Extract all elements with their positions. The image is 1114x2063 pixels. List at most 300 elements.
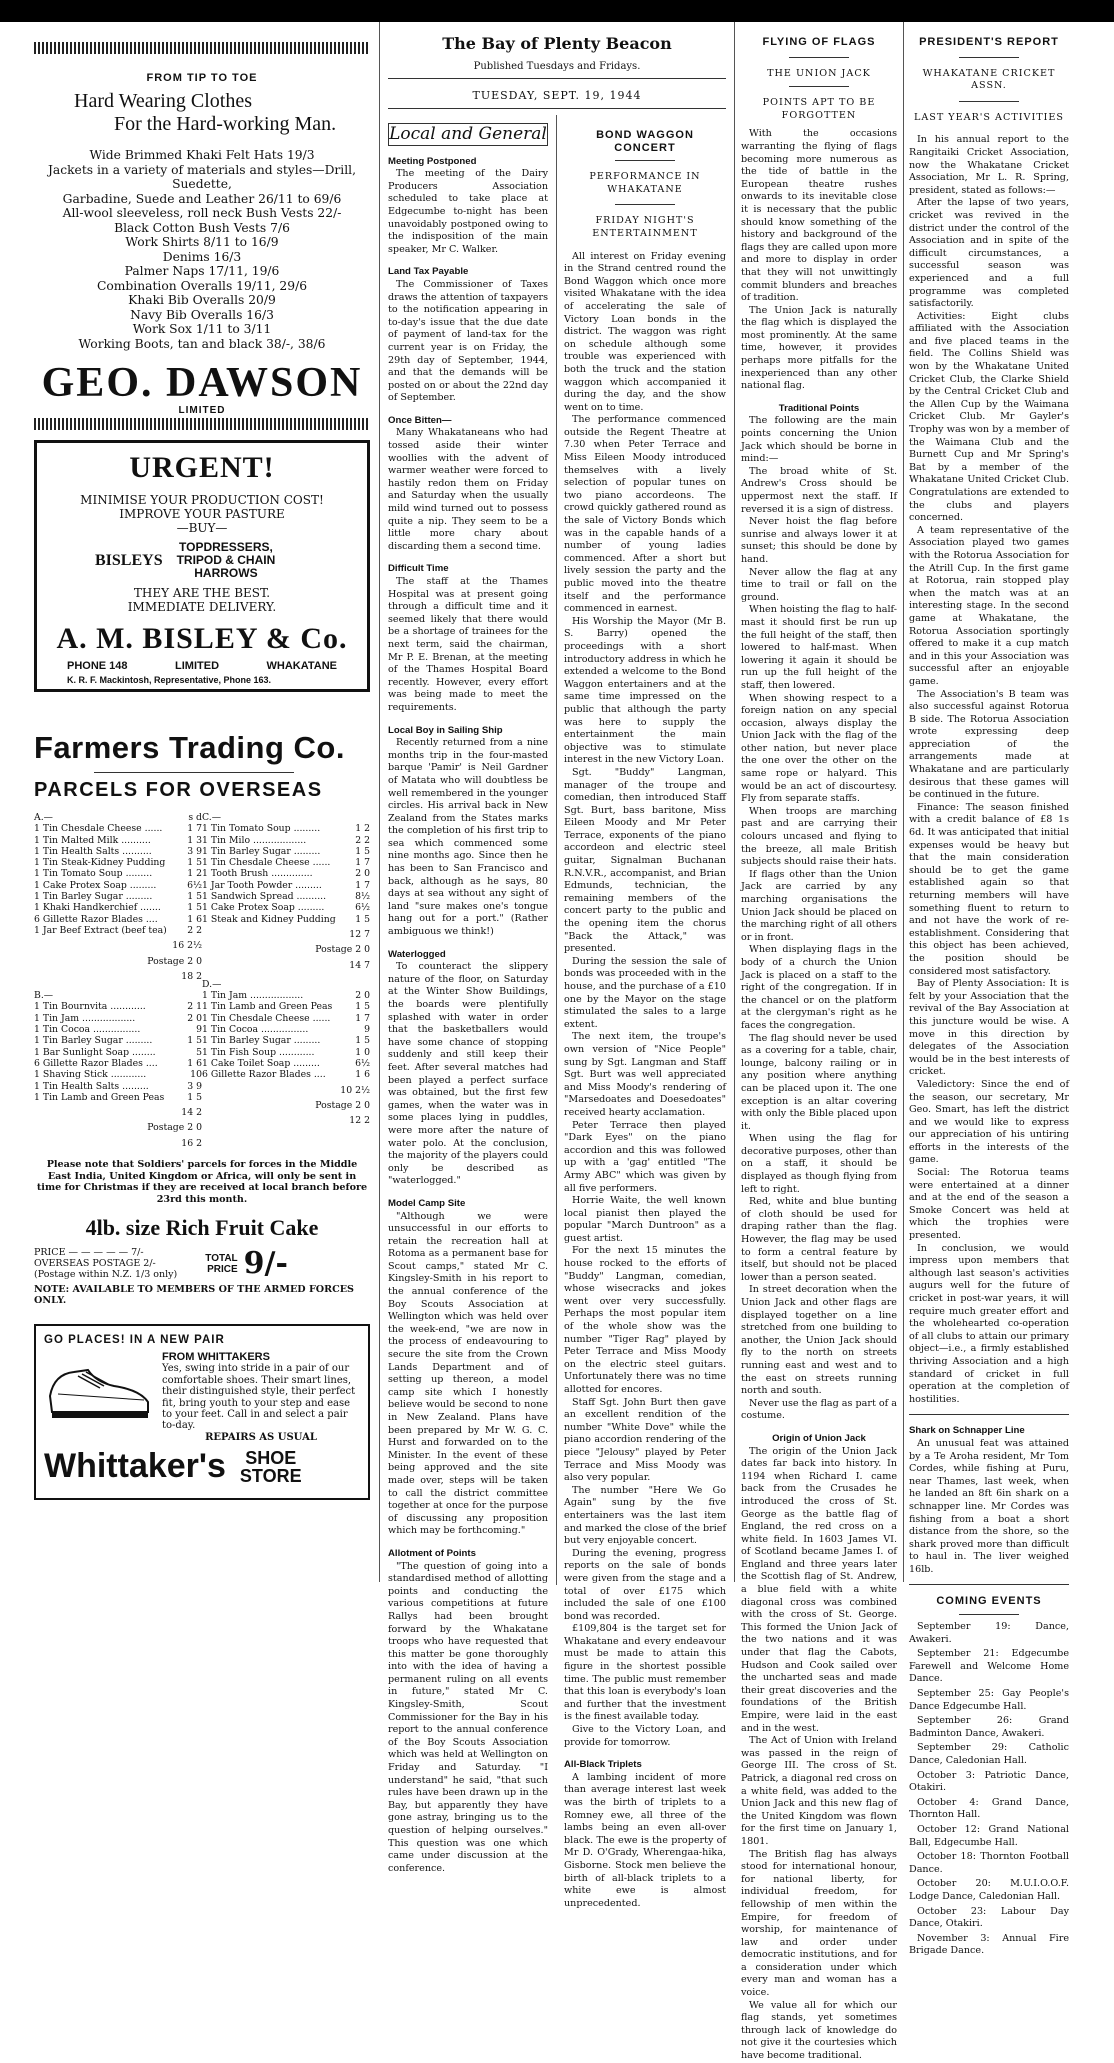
divider <box>909 1414 1069 1415</box>
issue-date: TUESDAY, SEPT. 19, 1944 <box>472 89 642 102</box>
price-word: PRICE <box>207 1263 238 1275</box>
item-price: 1 5 <box>187 902 202 914</box>
dawson-tagline: FROM TIP TO TOE <box>146 72 258 84</box>
parcel-item <box>34 823 202 834</box>
item-name: 1 Tin Barley Sugar ......... <box>202 1035 321 1047</box>
parcel-item <box>34 1069 202 1080</box>
flags-subtitle-2: POINTS APT TO BE FORGOTTEN <box>762 97 876 121</box>
fruit-cake-advert <box>34 1215 370 1306</box>
price-line: All-wool sleeveless, roll neck Bush Vests 22/- <box>62 206 342 220</box>
top-black-bar <box>0 0 1114 22</box>
bond-paragraph: Give to the Victory Loan, and provide for tomorrow. <box>564 1724 726 1748</box>
store-word: STORE <box>239 1465 302 1486</box>
flags-rule-paragraph: When using the flag for decorative purposes, other than on a staff, it should be displayed as though flying from left to right. <box>741 1133 897 1195</box>
flags-intro <box>741 128 897 392</box>
bond-paragraph: The performance commenced outside the Regent Theatre at 7.30 when Peter Terrace and Miss Eileen Moody introduced themselves with a lively selection of popular tunes on two piano accordeons. The crowd quickly gathered round as the sale of Victory Bonds which was in the capable hands of a number of young ladies commenced. After a short but lively session the party and the public moved into the theatre itself and the performance commenced in earnest. <box>564 414 726 615</box>
parcel-item <box>34 1035 202 1046</box>
whittaker-footer <box>44 1447 360 1486</box>
divider <box>615 204 675 205</box>
report-paragraph: Bay of Plenty Association: It is felt by your Association that the revival of the Bay Association at this juncture would be wise. A move in this direction by delegates of the Association would be in the best interests of cricket. <box>909 978 1069 1078</box>
parcel-item <box>202 868 370 879</box>
price-line: Wide Brimmed Khaki Felt Hats 19/3 <box>89 148 315 162</box>
item-name: 1 Tin Fish Soup ............ <box>202 1046 315 1058</box>
whittaker-body <box>44 1352 360 1443</box>
report-paragraph: Activities: Eight clubs affiliated with the Association and five placed teams in the field. The Collins Shield was won by the Whakatane United Cricket Club, the Clarke Shield by the Central Cricket Club and the Allen Cup by the Waimana Cricket Club. Mr Gayler's Trophy was won by a member of the Waimana Club and the Burnett Cup and Mr Spring's Bat by a member of the Whakatane United Cricket Club. Congratulations are extended to the clubs and players concerned. <box>909 310 1069 524</box>
dawson-headline-2: For the Hard-working Man. <box>114 113 337 135</box>
parcel-item <box>202 990 370 1001</box>
item-price: 2 0 <box>355 868 370 880</box>
parcel-item <box>34 880 202 891</box>
article-heading: Land Tax Payable <box>388 266 469 278</box>
item-price: 10 <box>190 1069 202 1081</box>
report-body <box>909 134 1069 1406</box>
product-line: TRIPOD & CHAIN <box>176 553 276 567</box>
parcel-b-label: B.— <box>34 990 54 1002</box>
origin-paragraph: The origin of the Union Jack dates far back into history. In 1194 when Richard I. came back from the Crusades he introduced the cross of St. George as the battle flag of England, the red cross on a white field. In 1603 James VI. of Scotland became James I. of England and three years later the Scottish flag of St. Andrew, a blue field with a white diagonal cross was combined with the cross of St. George. This formed the Union Jack of the two nations and it was under that flag the Cabots, Hudson and Cook sailed over the uncharted seas and made their great discoveries and the foundations of the British Empire, were laid in the east and in the west. <box>741 1445 897 1734</box>
parcel-a-label: A.— <box>34 812 53 823</box>
item-price: 1 5 <box>187 1035 202 1047</box>
parcel-item <box>34 1081 202 1092</box>
item-name: 1 Tooth Brush .............. <box>202 868 313 880</box>
origin-heading: Origin of Union Jack <box>772 1432 866 1444</box>
item-name: 1 Khaki Handkerchief ....... <box>34 902 161 914</box>
parcel-item <box>34 1001 202 1012</box>
item-name: 1 Bar Sunlight Soap ........ <box>34 1046 156 1058</box>
item-price: 1 6 <box>355 1069 370 1081</box>
cake-price-lines <box>34 1247 177 1280</box>
item-price: 1 7 <box>187 823 202 835</box>
bond-waggon-column <box>564 115 726 1910</box>
item-price: 1 3 <box>187 834 202 846</box>
bisley-title: URGENT! <box>129 451 275 484</box>
parcel-item <box>202 902 370 913</box>
parcel-d-items <box>202 990 370 1080</box>
bisley-town: WHAKATANE <box>266 660 337 672</box>
event-item: October 12: Grand National Ball, Edgecumbe Hall. <box>909 1823 1069 1848</box>
product-line: TOPDRESSERS, <box>179 540 273 554</box>
bond-paragraph: Peter Terrace then played "Dark Eyes" on the piano accordion and this was followed up with a 'gag' entitled "The Army ABC" which was given by all five performers. <box>564 1119 726 1194</box>
newspaper-title: The Bay of Plenty Beacon <box>442 34 672 53</box>
farmers-subtitle: PARCELS FOR OVERSEAS <box>34 779 323 801</box>
dawson-price-list <box>34 148 370 351</box>
parcel-item <box>34 1058 202 1069</box>
parcel-item <box>34 902 202 913</box>
parcel-item <box>202 1058 370 1069</box>
article-paragraph: Recently returned from a nine months trip in the four-masted barque 'Pamir' is Neil Gardner of Matata who will doubtless be well remembered in the younger circles. His arrival back in New Zealand from the States marks the completion of his first trip to sea which commenced some nine months ago. Since then he has been to San Francisco and back, although as he says, 80 days at sea without any sight of land "sure makes one's tongue hang out for a port." (Rather ambiguous we think!) <box>388 737 548 938</box>
coming-events-list <box>909 1621 1069 1958</box>
event-item: October 23: Labour Day Dance, Otakiri. <box>909 1905 1069 1930</box>
parcel-item <box>202 914 370 925</box>
item-price: 2 0 <box>187 1012 202 1024</box>
event-item: October 18: Thornton Football Dance. <box>909 1851 1069 1875</box>
parcel-item <box>202 1035 370 1046</box>
news-section <box>388 26 726 1909</box>
item-price: 1 5 <box>355 1035 370 1047</box>
item-name: 1 Jar Beef Extract (beef tea) <box>34 924 167 936</box>
item-name: 1 Tin Bournvita ............ <box>34 1001 146 1013</box>
cake-total-label <box>205 1253 237 1275</box>
bond-paragraph: All interest on Friday evening in the Strand centred round the Bond Waggon which once more visited Whakatane with the idea of accelerating the sale of Victory Loan bonds in the district. The waggon was right on schedule although some trouble was experienced with both the truck and the station waggon which accompanied it during the day, and the show went on to time. <box>564 250 726 413</box>
whittaker-name: Whittaker's <box>44 1447 226 1486</box>
origin-of-union-jack <box>741 1446 897 2063</box>
item-name: 1 Tin Steak-Kidney Pudding <box>34 857 166 869</box>
bisley-line1: MINIMISE YOUR PRODUCTION COST! <box>80 493 324 507</box>
divider <box>789 86 849 87</box>
report-paragraph: A team representative of the Association played two games with the Rotorua Association for the Atrill Cup. In the first game at Rotorua, rain stopped play when the match was at an interesting stage. In the second game at Whakatane, the Rotorua Association sportingly offered to make it a cup match and in this your Association was successful after an enjoyable game. <box>909 524 1069 687</box>
flags-subtitle: THE UNION JACK <box>767 67 871 79</box>
item-price: 1 0 <box>355 1046 370 1058</box>
item-name: 1 Tin Malted Milk .......... <box>34 834 151 846</box>
item-price: 1 6 <box>187 1057 202 1069</box>
item-name: 1 Jar Tooth Powder ......... <box>202 879 322 891</box>
item-name: 1 Tin Chesdale Cheese ...... <box>34 823 163 835</box>
item-price: 1 2 <box>187 868 202 880</box>
bisley-limited: LIMITED <box>175 660 220 672</box>
bond-paragraph: During the session the sale of bonds was proceeded with in the house, and the purchase of a £10 one by the Mayor on the stage stimulated the sales to a large extent. <box>564 955 726 1030</box>
decorative-border <box>34 418 370 430</box>
price-line: Working Boots, tan and black 38/-, 38/6 <box>78 336 326 351</box>
whittaker-text-block <box>162 1352 360 1443</box>
origin-paragraph: We value all for which our flag stands, yet sometimes through lack of knowledge do not give it the courtesies which have become traditional. <box>741 1999 897 2062</box>
flags-paragraph: With the occasions warranting the flying of flags becoming more numerous as the tide of battle in the European theatre rushes onwards to its inevitable close it is necessary that the public should know something of the history and background of the flags they are called upon more and more to display in order that they will not unwittingly commit blunders and breaches of tradition. <box>741 128 897 304</box>
item-price: 1 7 <box>355 1012 370 1024</box>
report-paragraph: After the lapse of two years, cricket was revived in the district under the control of the Association and in spite of the difficult circumstances, a successful season was experienced and a full programme was completed satisfactorily. <box>909 197 1069 310</box>
item-name: 1 Sandwich Spread .......... <box>202 891 327 903</box>
item-price: 1 5 <box>355 1001 370 1013</box>
column-rule <box>903 22 904 1582</box>
dawson-limited: LIMITED <box>178 405 226 416</box>
item-name: 1 Tin Chesdale Cheese ...... <box>202 857 331 869</box>
flags-paragraph: The Union Jack is naturally the flag which is displayed the most prominently. At the same time, however, it provides perhaps more pitfalls for the inexperienced than any other national flag. <box>741 304 897 392</box>
flags-rule-paragraph: When troops are marching past and are carrying their colours uncased and flying to the breeze, all male British subjects should raise their hats. <box>741 805 897 868</box>
item-name: 1 Tin Cocoa ................ <box>202 1024 309 1036</box>
parcel-item <box>202 835 370 846</box>
divider <box>388 78 726 79</box>
article-heading: Difficult Time <box>388 563 449 575</box>
flags-rule-paragraph: Never use the flag as part of a costume. <box>741 1397 897 1422</box>
article-heading: Waterlogged <box>388 948 446 960</box>
flags-rule-paragraph: The flag should never be used as a covering for a table, chair, lounge, balcony railing or in any position where anything can be placed upon it. The one exception is an altar covering with only the Bible placed upon it. <box>741 1032 897 1132</box>
parcel-item <box>202 1013 370 1024</box>
origin-paragraph: The Act of Union with Ireland was passed in the reign of George III. The cross of St. Patrick, a diagonal red cross on a white field, was added to the Union Jack and this new flag of the United Kingdom was flown for the first time on January 1, 1801. <box>741 1735 897 1847</box>
parcel-item <box>202 857 370 868</box>
cake-price-block <box>34 1247 370 1280</box>
parcel-d-postage: Postage 2 0 <box>315 1099 370 1111</box>
cake-total: 9/- <box>243 1246 288 1282</box>
column-rule <box>556 115 557 1585</box>
bond-paragraph: Staff Sgt. John Burt then gave an excellent rendition of the number "White Dove" while the piano accordion rendering of the piece "Jelousy" played by Peter Terrace and Miss Moody was also very popular. <box>564 1396 726 1484</box>
bisley-advert <box>34 440 370 692</box>
product-line: HARROWS <box>194 566 258 580</box>
flags-rule-paragraph: In street decoration when the Union Jack and other flags are displayed together on a line stretched from one building to another, the Union Jack should fly to the north on streets running east and west and to the east on streets running north and south. <box>741 1284 897 1397</box>
item-name: 1 Tin Lamb and Green Peas <box>202 1001 333 1013</box>
report-paragraph: Social: The Rotorua teams were entertained at a dinner and at the end of the season a Smoke Concert was held at which the trophies were presented. <box>909 1167 1069 1242</box>
item-name: 1 Steak and Kidney Pudding <box>202 913 336 925</box>
article-paragraph: The Commissioner of Taxes draws the attention of taxpayers to the notification appearing in to-day's issue that the due date of payment of land-tax for the current year is on Friday, the 29th day of September, 1944, and that the demands will be posted on or about the 22nd day of September. <box>388 278 548 404</box>
article-paragraph: To counteract the slippery nature of the floor, on Saturday at the Winter Show Buildings, the boards were plentifully splashed with water in order that the basketballers would have some chance of stopping suddenly and still keep their feet. After several matches had been played a perfect surface was obtained, but the first few games, when the water was in some places lying in puddles, were more after the nature of water polo. At the conclusion, the majority of the players could only be described as "waterlogged." <box>388 961 548 1187</box>
item-name: 1 Tin Chesdale Cheese ...... <box>202 1012 331 1024</box>
event-item: September 25: Gay People's Dance Edgecumbe Hall. <box>909 1688 1069 1712</box>
bisley-products <box>177 541 276 580</box>
parcel-item <box>34 891 202 902</box>
parcel-lists <box>34 812 370 1149</box>
article-paragraph: Many Whakataneans who had tossed aside their winter woollies with the advent of warmer weather were forced to hastily redon them on Friday and Saturday when the usually mild wind turned out to possess quite a nip. They seem to be a little more chary about discarding them a second time. <box>388 427 548 552</box>
divider <box>959 1614 1019 1615</box>
dawson-advert <box>34 42 370 430</box>
article-paragraph: "Although we were unsuccessful in our efforts to retain the recreation hall at Rotoma as a permanent base for Scout camps," stated Mr C. Kingsley-Smith in his report to the annual conference of the Boy Scouts Association at Wellington which was held over the week-end, "we are now in the process of endeavouring to secure the site from the Crown Lands Department and of setting up thereon, a model camp site which I honestly believe would be second to none in New Zealand. Plans have been prepared by Mr W. G. C. Hurst and forwarded on to the Minister. In the event of these being approved and the site made over, steps will be taken to call the district committee together at once for the purpose of discussing any proposition which may be forthcoming." <box>388 1210 548 1537</box>
traditional-points-heading: Traditional Points <box>778 402 860 414</box>
item-name: 1 Tin Tomato Soup ......... <box>34 868 153 880</box>
cake-note: NOTE: AVAILABLE TO MEMBERS OF THE ARMED FORCES ONLY. <box>34 1284 354 1307</box>
parcel-item <box>202 846 370 857</box>
bisley-buy: —BUY— <box>176 521 228 535</box>
flags-rule-paragraph: When hoisting the flag to half-mast it should first be run up the full height of the staff, then lowered to half-mast. When lowering it again it should be run up the full height of the staff, then lowered. <box>741 604 897 691</box>
parcel-item <box>202 1047 370 1058</box>
parcel-item <box>34 857 202 868</box>
item-price: 9 <box>364 1024 370 1036</box>
total-word: TOTAL <box>205 1252 238 1264</box>
item-name: 6 Gillette Razor Blades .... <box>34 1057 158 1069</box>
item-name: 1 Tin Lamb and Green Peas <box>34 1091 165 1103</box>
report-subtitle-2: LAST YEAR'S ACTIVITIES <box>913 111 1064 123</box>
item-price: 1 2 <box>355 823 370 835</box>
item-price: 2 2 <box>355 834 370 846</box>
event-item: September 21: Edgecumbe Farewell and Welcome Home Dance. <box>909 1648 1069 1685</box>
item-name: 1 Cake Toilet Soap ......... <box>202 1057 320 1069</box>
dawson-brand: GEO. DAWSON <box>41 360 363 406</box>
price-line: Work Shirts 8/11 to 16/9 <box>125 235 279 249</box>
article-paragraph: "The question of going into a standardised method of allotting points and conducting the various competitions at future Rallys had been brought forward by the Whakatane troops who have requested that this matter be gone thoroughly into with the idea of having a permanent ruling on all events in future," stated Mr C. Kingsley-Smith, Scout Commissioner for the Bay in his report to the annual conference of the Boy Scouts Association which was held at Wellington on Friday and Saturday. "I understand" he said, "that such rules have been drawn up in the Bay, but apparently they have gone astray, bringing us to the question of helping ourselves." This question was one which came under discussion at the conference. <box>388 1560 548 1874</box>
parcel-item <box>202 1069 370 1080</box>
item-name: 1 Tin Barley Sugar ......... <box>202 845 321 857</box>
parcel-c-subtotal: 12 7 <box>349 928 370 940</box>
parcel-c-total: 14 7 <box>349 959 370 971</box>
item-price: 6½ <box>355 1057 370 1069</box>
flags-rule-paragraph: Never allow the flag at any time to trail or fall on the ground. <box>741 566 897 603</box>
price-line: Navy Bib Overalls 16/3 <box>130 307 274 322</box>
divider <box>388 108 726 109</box>
article-heading: Allotment of Points <box>388 1547 476 1559</box>
item-price: 3 9 <box>187 845 202 857</box>
item-price: 1 7 <box>355 857 370 869</box>
farmers-title: Farmers Trading Co. <box>34 730 345 765</box>
item-name: 1 Tin Tomato Soup ......... <box>202 823 321 835</box>
parcel-item <box>34 914 202 925</box>
event-item: October 3: Patriotic Dance, Otakiri. <box>909 1769 1069 1794</box>
flags-rule-paragraph: Never hoist the flag before sunrise and always lower it at sunset; this should be done by hand. <box>741 516 897 565</box>
event-item: October 4: Grand Dance, Thornton Hall. <box>909 1796 1069 1821</box>
cake-within: (Postage within N.Z. 1/3 only) <box>34 1269 178 1281</box>
event-item: October 20: M.U.I.O.O.F. Lodge Dance, Caledonian Hall. <box>909 1878 1069 1902</box>
parcel-a-subtotal: 16 2½ <box>172 940 202 952</box>
bond-paragraph: The next item, the troupe's own version of "Nice People" sung by Sgt. Langman and Staff Sgt. Burt was well appreciated and Miss Moody's rendering of "Marsedoates and Doesedoates" received hearty acclamation. <box>564 1031 726 1118</box>
item-name: 6 Gillette Razor Blades .... <box>34 913 158 925</box>
news-columns <box>388 115 726 1910</box>
parcel-item <box>202 891 370 902</box>
parcel-a-total: 18 2 <box>181 970 202 982</box>
currency-header: s d <box>188 812 202 823</box>
farmers-notice: Please note that Soldiers' parcels for forces in the Middle East India, United Kingdom or Africa, will only be sent in time for Christmas if they are received at local branch before 23rd this month. <box>36 1159 368 1205</box>
bond-paragraph: £109,804 is the target set for Whakatane and every endeavour must be made to attain this figure in the shortest possible time. The public must remember that this loan is everybody's loan and further that the investment is the finest available today. <box>564 1623 726 1723</box>
bond-paragraph: The number "Here We Go Again" sung by the five entertainers was the last item and marked the close of the brief but very enjoyable concert. <box>564 1484 726 1547</box>
flags-title: FLYING OF FLAGS <box>762 36 876 48</box>
advertising-column <box>34 40 370 1580</box>
item-price: 5 <box>196 1046 202 1058</box>
parcel-item <box>202 1001 370 1012</box>
parcel-b-total: 16 2 <box>181 1137 202 1149</box>
article-paragraph: The staff at the Thames Hospital was at present going through a difficult time and it seemed likely that there would be a shortage of trainees for the next term, said the chairman, Mr P. E. Brenan, at the meeting of the Thames Hospital Board recently. However, every effort was being made to meet the requirements. <box>388 576 548 713</box>
parcel-c-postage: Postage 2 0 <box>315 944 370 956</box>
local-and-general-column <box>388 115 548 1910</box>
article-heading: Model Camp Site <box>388 1197 466 1209</box>
parcel-column-right <box>202 812 370 1149</box>
parcel-item <box>34 1092 202 1103</box>
price-line: Garbadine, Suede and Leather 26/11 to 69/6 <box>62 191 342 206</box>
shark-paragraph: An unusual feat was attained by a Te Aroha resident, Mr Tom Cordes, while fishing at Puru, near Thames, last week, when he landed an 8ft 6in shark on a schnapper line. Mr Cordes was fishing from a boat a short distance from the shore, so the shark proved more than difficult to haul in. The liver weighed 16lb. <box>909 1437 1069 1575</box>
flags-rule-paragraph: The broad white of St. Andrew's Cross should be uppermost next the staff. If reversed it is a sign of distress. <box>741 465 897 515</box>
shoe-word: SHOE <box>245 1447 297 1468</box>
item-price: 9 <box>196 1024 202 1036</box>
section-title: Local and General <box>389 124 547 144</box>
report-subtitle: WHAKATANE CRICKET ASSN. <box>922 67 1056 92</box>
parcel-b-items <box>34 1001 202 1103</box>
item-name: 1 Cake Protex Soap ......... <box>34 879 157 891</box>
item-price: 1 5 <box>187 857 202 869</box>
cake-price: PRICE — — — — — 7/- <box>34 1247 144 1259</box>
item-price: 1 5 <box>355 845 370 857</box>
parcel-item <box>34 1013 202 1024</box>
item-name: 1 Shaving Stick ............ <box>34 1069 147 1081</box>
shoe-icon <box>44 1352 154 1430</box>
item-price: 6½ <box>355 902 370 914</box>
item-price: 2 0 <box>355 990 370 1002</box>
item-price: 8½ <box>355 891 370 903</box>
shark-heading: Shark on Schnapper Line <box>909 1425 1025 1437</box>
parcel-d-total: 12 2 <box>349 1115 370 1127</box>
parcel-c-label: C.— <box>202 812 222 823</box>
parcel-item <box>34 925 202 936</box>
item-name: 1 Tin Milo .................. <box>202 834 307 846</box>
cake-postage: OVERSEAS POSTAGE 2/- <box>34 1258 156 1270</box>
parcel-item <box>202 880 370 891</box>
flags-rule-paragraph: If flags other than the Union Jack are carried by any marching organisations the Union Jack should be placed on the marching right of all others or in front. <box>741 868 897 943</box>
event-item: November 3: Annual Fire Brigade Dance. <box>909 1932 1069 1957</box>
bond-paragraph: During the evening, progress reports on the sale of bonds were given from the stage and a total of over £175 which included the sale of one £100 bond was recorded. <box>564 1547 726 1622</box>
whittaker-shoe-store <box>240 1449 302 1485</box>
flags-column <box>741 26 897 2062</box>
bisley-contact <box>45 660 359 672</box>
bond-paragraph: Sgt. "Buddy" Langman, manager of the troupe and comedian, then introduced Staff Sgt. Burt, bass baritone, Miss Eileen Moody and Mr Peter Terrace, exponents of the piano accordeon and electric steel guitar, Signalman Buchanan R.N.V.R., accompanist, and Brian Edmunds, technician, the remaining members of the concert party to the public and the opening item the chorus "Back the Attack," was presented. <box>564 766 726 955</box>
parcel-b-postage: Postage 2 0 <box>147 1122 202 1134</box>
report-paragraph: The Association's B team was also successful against Rotorua B side. The Rotorua Association wrote expressing deep appreciation of the arrangements made at Whakatane and are particularly desirous that these games will be continued in the future. <box>909 688 1069 801</box>
article-heading: Meeting Postponed <box>388 155 477 167</box>
price-line: Combination Overalls 19/11, 29/6 <box>96 278 308 293</box>
parcel-d-label: D.— <box>202 978 222 990</box>
parcel-item <box>202 1024 370 1035</box>
bisley-product-row <box>95 541 359 580</box>
flags-rule-paragraph: Red, white and blue bunting of cloth should be used for draping rather than the flag. However, the flag may be used to form a central feature by itself, but should not be placed lower than a person seated. <box>741 1196 897 1283</box>
bond-title: BOND WAGGON CONCERT <box>596 129 694 154</box>
item-price: 1 7 <box>355 879 370 891</box>
report-paragraph: In conclusion, we would impress upon members that although last season's activities augurs well for the future of cricket in post-war years, it will require much greater effort and the wholehearted co-operation of all clubs to attain our primary object—i.e., a firmly established thriving Association and a high standard of cricket in full operation at the completion of hostilities. <box>909 1242 1069 1405</box>
parcel-item <box>34 1024 202 1035</box>
bisley-representative: K. R. F. Mackintosh, Representative, Phone 163. <box>67 675 272 685</box>
price-line: Black Cotton Bush Vests 7/6 <box>114 220 290 235</box>
bond-paragraph: Horrie Waite, the well known local pianist then played the popular "March Duntroon" as a guest artist. <box>564 1195 726 1244</box>
event-item: September 29: Catholic Dance, Caledonian Hall. <box>909 1742 1069 1766</box>
cake-title: 4lb. size Rich Fruit Cake <box>85 1215 319 1241</box>
parcel-item <box>34 1047 202 1058</box>
flags-rule-paragraph: When showing respect to a foreign nation on any special occasion, always display the Union Jack with the flag of the other nation, but never place the one over the other on the same rope or halyard. This would be an act of discourtesy. Fly from separate staffs. <box>741 692 897 805</box>
column-rule <box>379 22 380 1582</box>
parcel-item <box>202 823 370 834</box>
item-name: 1 Tin Health Salts ......... <box>34 1080 149 1092</box>
item-name: 1 Tin Cocoa ................ <box>34 1024 141 1036</box>
parcel-d-subtotal: 10 2½ <box>340 1084 370 1096</box>
price-line: Palmer Naps 17/11, 19/6 <box>124 264 280 278</box>
item-price: 1 5 <box>187 1091 202 1103</box>
divider <box>959 101 1019 102</box>
item-price: 2 2 <box>187 924 202 936</box>
event-item: September 19: Dance, Awakeri. <box>909 1621 1069 1645</box>
item-name: 1 Cake Protex Soap ......... <box>202 902 325 914</box>
item-name: 1 Tin Barley Sugar ......... <box>34 891 153 903</box>
item-name: 6 Gillette Razor Blades .... <box>202 1069 326 1081</box>
bond-paragraph: His Worship the Mayor (Mr B. S. Barry) opened the proceedings with a short introductory address in which he extended a welcome to the Bond Waggon entertainers and at the same time impressed on the public that although the party was here to supply the entertainment the main objective was to stimulate interest in the new Victory Loan. <box>564 615 726 766</box>
dawson-headline-1: Hard Wearing Clothes <box>74 90 252 112</box>
price-line: Denims 16/3 <box>162 249 242 264</box>
divider <box>615 160 675 161</box>
publication-schedule: Published Tuesdays and Fridays. <box>473 61 641 72</box>
farmers-advert <box>34 730 370 1205</box>
report-title: PRESIDENT'S REPORT <box>919 36 1059 48</box>
article-heading: Once Bitten— <box>388 414 452 426</box>
item-name: 1 Tin Jam .................. <box>202 990 304 1002</box>
triplets-heading: All-Black Triplets <box>564 1759 642 1771</box>
president-report-column <box>909 26 1069 1957</box>
parcel-item <box>34 868 202 879</box>
local-articles <box>388 156 548 1876</box>
flags-rule-paragraph: When displaying flags in the body of a church the Union Jack is placed on a staff to the right of the congregation. If in the chancel or on the platform at the clergyman's right as he faces the congregation. <box>741 944 897 1031</box>
price-line: Work Sox 1/11 to 3/11 <box>132 322 272 336</box>
whittaker-advert <box>34 1324 370 1500</box>
whittaker-headline: GO PLACES! IN A NEW PAIR <box>44 1334 225 1347</box>
bisley-delivery: IMMEDIATE DELIVERY. <box>127 600 277 614</box>
article-heading: Local Boy in Sailing Ship <box>388 724 503 736</box>
traditional-points <box>741 415 897 1423</box>
price-line: Jackets in a variety of materials and styles—Drill, Suedette, <box>47 162 357 191</box>
divider <box>959 57 1019 58</box>
parcel-a-items <box>34 823 202 936</box>
parcel-a-header <box>34 812 202 823</box>
bisley-line2: IMPROVE YOUR PASTURE <box>119 507 285 521</box>
divider <box>94 772 294 773</box>
item-name: 1 Tin Health Salts .......... <box>34 845 152 857</box>
bisley-brand: BISLEYS <box>95 551 163 569</box>
parcel-column-left <box>34 812 202 1149</box>
item-price: 1 6 <box>187 913 202 925</box>
parcel-a-postage: Postage 2 0 <box>147 955 202 967</box>
origin-paragraph: The British flag has always stood for international honour, for national liberty, for individual freedom, for fellowship of men within the Empire, for freedom of worship, for maintenance of law and order under democratic institutions, and for a consideration under which every man and woman has a voice. <box>741 1848 897 1999</box>
bond-subtitle: PERFORMANCE IN WHAKATANE <box>589 171 701 195</box>
price-line: Khaki Bib Overalls 20/9 <box>128 293 276 307</box>
bond-subtitle-2: FRIDAY NIGHT'S ENTERTAINMENT <box>592 215 698 239</box>
item-price: 1 5 <box>355 913 370 925</box>
report-paragraph: Finance: The season finished with a credit balance of £8 1s 6d. It was anticipated that initial expenses would be heavy but that the main consideration should be to get the game established again so that returning members will have something fluent to return to and not have the work of re-establishment. Considering that this object has been achieved, the position should be considered most satisfactory. <box>909 801 1069 977</box>
parcel-item <box>34 846 202 857</box>
whittaker-copy: Yes, swing into stride in a pair of our comfortable shoes. Their smart lines, their distinguished style, their perfect fit, bring youth to your step and ease to your feet. Call in and select a pair to-day. <box>162 1363 356 1432</box>
events-title: COMING EVENTS <box>936 1595 1042 1608</box>
